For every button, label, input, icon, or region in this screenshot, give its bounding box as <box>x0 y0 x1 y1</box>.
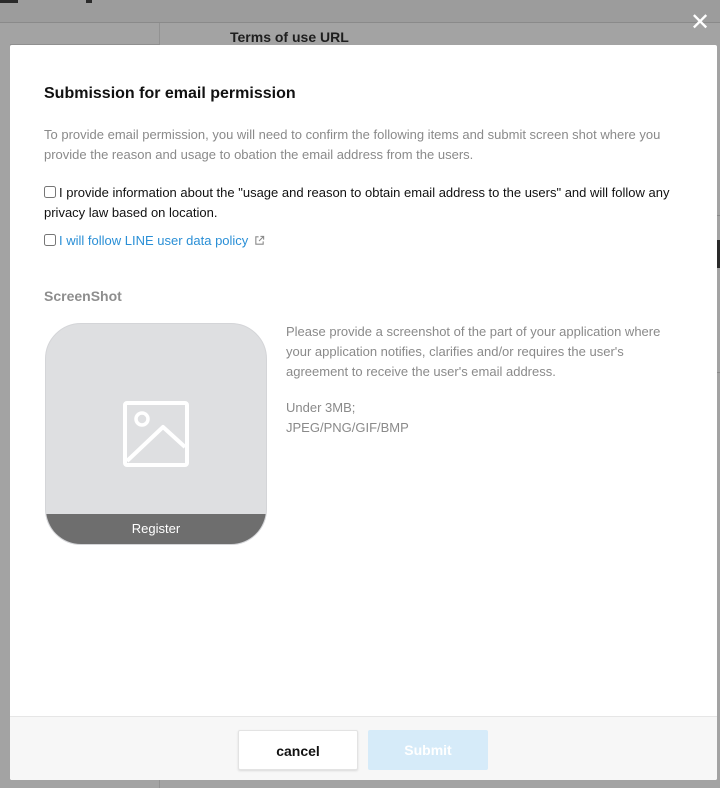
usage-consent-row <box>44 183 689 223</box>
register-button[interactable]: Register <box>46 514 266 544</box>
user-data-policy-link[interactable] <box>59 233 265 248</box>
image-icon <box>123 401 189 467</box>
background-heading: Terms of use URL <box>230 29 349 45</box>
policy-consent-checkbox[interactable] <box>44 234 56 246</box>
usage-consent-checkbox[interactable] <box>44 186 56 198</box>
dialog-description: To provide email permission, you will need to confirm the following items and submit screen shot where you provide the reason and usage to obation the email address from the users. <box>44 127 661 162</box>
screenshot-upload-area[interactable] <box>45 323 267 545</box>
screenshot-instructions: Please provide a screenshot of the part of your application where your application notifies, clarifies and/or requires the user's agreement to receive the user's email address. <box>286 324 661 379</box>
policy-link-label: I will follow LINE user data policy <box>59 233 249 248</box>
cancel-button[interactable]: cancel <box>238 730 358 770</box>
dialog-title: Submission for email permission <box>44 85 296 102</box>
close-icon: ✕ <box>689 9 711 36</box>
dialog-footer <box>10 716 717 780</box>
email-permission-dialog <box>10 45 717 780</box>
external-link-icon <box>254 232 265 252</box>
background-logo-fragment <box>0 0 28 6</box>
screenshot-requirements <box>286 398 686 438</box>
screenshot-section-label: ScreenShot <box>44 288 122 304</box>
close-button[interactable] <box>688 9 712 36</box>
background-top-bar <box>0 0 720 23</box>
file-size-limit: Under 3MB; <box>286 400 356 415</box>
file-formats: JPEG/PNG/GIF/BMP <box>286 420 409 435</box>
dialog-body <box>10 45 717 716</box>
usage-consent-label[interactable]: I provide information about the "usage and reason to obtain email address to the users" and will follow any privacy law based on location. <box>44 185 670 220</box>
policy-consent-row <box>44 231 689 252</box>
submit-button[interactable]: Submit <box>368 730 488 770</box>
